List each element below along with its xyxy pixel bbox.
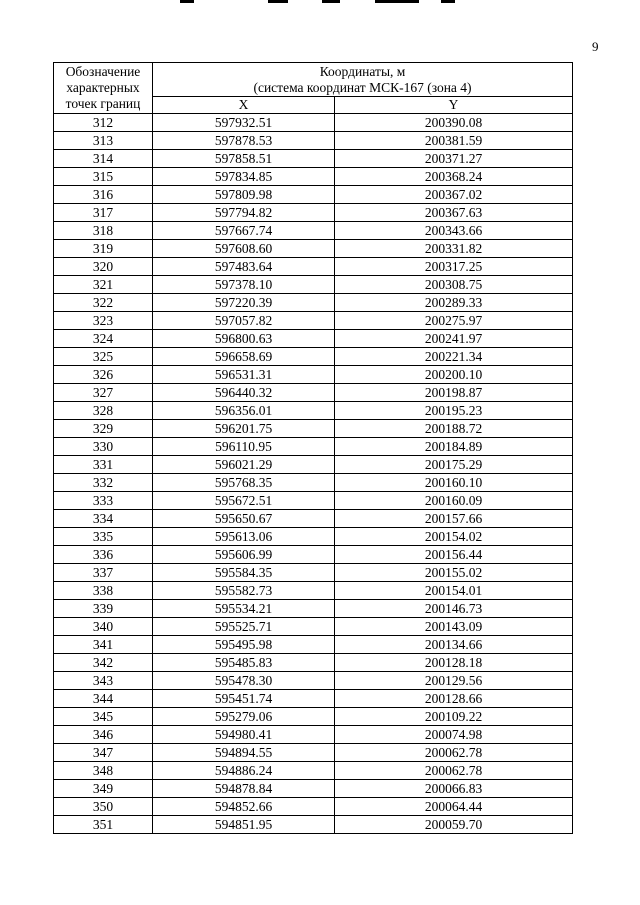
y-coordinate-cell: 200367.02 bbox=[335, 186, 573, 204]
point-number-cell: 341 bbox=[54, 636, 153, 654]
x-coordinate-cell: 596110.95 bbox=[153, 438, 335, 456]
scan-mark bbox=[375, 0, 419, 3]
point-number-cell: 321 bbox=[54, 276, 153, 294]
y-coordinate-cell: 200368.24 bbox=[335, 168, 573, 186]
table-row bbox=[54, 780, 573, 798]
table-row bbox=[54, 348, 573, 366]
table-row bbox=[54, 582, 573, 600]
table-row bbox=[54, 528, 573, 546]
y-coordinate-cell: 200198.87 bbox=[335, 384, 573, 402]
header-line: (система координат МСК-167 (зона 4) bbox=[253, 79, 472, 95]
x-coordinate-cell: 595534.21 bbox=[153, 600, 335, 618]
y-coordinate-cell: 200146.73 bbox=[335, 600, 573, 618]
y-coordinate-cell: 200109.22 bbox=[335, 708, 573, 726]
table-row bbox=[54, 150, 573, 168]
scan-mark bbox=[322, 0, 340, 3]
x-coordinate-cell: 594894.55 bbox=[153, 744, 335, 762]
y-coordinate-cell: 200241.97 bbox=[335, 330, 573, 348]
y-coordinate-cell: 200157.66 bbox=[335, 510, 573, 528]
point-designation-header bbox=[54, 63, 153, 114]
table-row bbox=[54, 276, 573, 294]
table-row bbox=[54, 258, 573, 276]
y-coordinate-cell: 200062.78 bbox=[335, 744, 573, 762]
point-number-cell: 337 bbox=[54, 564, 153, 582]
point-number-cell: 340 bbox=[54, 618, 153, 636]
table-row bbox=[54, 708, 573, 726]
point-number-cell: 323 bbox=[54, 312, 153, 330]
x-coordinate-cell: 595485.83 bbox=[153, 654, 335, 672]
y-coordinate-cell: 200143.09 bbox=[335, 618, 573, 636]
x-coordinate-cell: 595478.30 bbox=[153, 672, 335, 690]
y-coordinate-cell: 200154.01 bbox=[335, 582, 573, 600]
point-number-cell: 338 bbox=[54, 582, 153, 600]
x-coordinate-cell: 595525.71 bbox=[153, 618, 335, 636]
y-coordinate-cell: 200275.97 bbox=[335, 312, 573, 330]
point-number-cell: 330 bbox=[54, 438, 153, 456]
point-number-cell: 343 bbox=[54, 672, 153, 690]
table-row bbox=[54, 600, 573, 618]
table-row bbox=[54, 510, 573, 528]
x-coordinate-cell: 594878.84 bbox=[153, 780, 335, 798]
y-coordinate-cell: 200175.29 bbox=[335, 456, 573, 474]
y-coordinate-cell: 200160.10 bbox=[335, 474, 573, 492]
point-number-cell: 315 bbox=[54, 168, 153, 186]
x-coordinate-cell: 594980.41 bbox=[153, 726, 335, 744]
x-coordinate-cell: 597878.53 bbox=[153, 132, 335, 150]
y-coordinate-cell: 200066.83 bbox=[335, 780, 573, 798]
table-row bbox=[54, 438, 573, 456]
table-row bbox=[54, 762, 573, 780]
x-coordinate-cell: 597667.74 bbox=[153, 222, 335, 240]
point-number-cell: 348 bbox=[54, 762, 153, 780]
x-coordinate-cell: 596658.69 bbox=[153, 348, 335, 366]
y-coordinate-cell: 200221.34 bbox=[335, 348, 573, 366]
y-coordinate-cell: 200195.23 bbox=[335, 402, 573, 420]
x-coordinate-cell: 597858.51 bbox=[153, 150, 335, 168]
point-number-cell: 328 bbox=[54, 402, 153, 420]
table-row bbox=[54, 798, 573, 816]
table-row bbox=[54, 186, 573, 204]
y-coordinate-cell: 200317.25 bbox=[335, 258, 573, 276]
y-coordinate-cell: 200059.70 bbox=[335, 816, 573, 834]
point-number-cell: 312 bbox=[54, 114, 153, 132]
table-row bbox=[54, 168, 573, 186]
point-number-cell: 332 bbox=[54, 474, 153, 492]
y-coordinate-cell: 200128.66 bbox=[335, 690, 573, 708]
table-row bbox=[54, 384, 573, 402]
coordinates-header bbox=[153, 63, 573, 97]
x-coordinate-cell: 596021.29 bbox=[153, 456, 335, 474]
table-row bbox=[54, 816, 573, 834]
y-coordinate-cell: 200074.98 bbox=[335, 726, 573, 744]
y-coordinate-cell: 200184.89 bbox=[335, 438, 573, 456]
point-number-cell: 317 bbox=[54, 204, 153, 222]
point-number-cell: 351 bbox=[54, 816, 153, 834]
point-number-cell: 350 bbox=[54, 798, 153, 816]
point-number-cell: 334 bbox=[54, 510, 153, 528]
point-number-cell: 331 bbox=[54, 456, 153, 474]
x-coordinate-cell: 594886.24 bbox=[153, 762, 335, 780]
point-number-cell: 316 bbox=[54, 186, 153, 204]
table-row bbox=[54, 132, 573, 150]
y-coordinate-cell: 200154.02 bbox=[335, 528, 573, 546]
point-number-cell: 318 bbox=[54, 222, 153, 240]
table-row bbox=[54, 618, 573, 636]
x-coordinate-cell: 595672.51 bbox=[153, 492, 335, 510]
x-column-header: X bbox=[153, 97, 335, 114]
x-coordinate-cell: 596356.01 bbox=[153, 402, 335, 420]
point-number-cell: 344 bbox=[54, 690, 153, 708]
table-row bbox=[54, 402, 573, 420]
table-row bbox=[54, 672, 573, 690]
x-coordinate-cell: 597932.51 bbox=[153, 114, 335, 132]
x-coordinate-cell: 594851.95 bbox=[153, 816, 335, 834]
table-row bbox=[54, 204, 573, 222]
x-coordinate-cell: 596531.31 bbox=[153, 366, 335, 384]
coordinates-table bbox=[53, 62, 573, 834]
y-coordinate-cell: 200371.27 bbox=[335, 150, 573, 168]
table-row bbox=[54, 546, 573, 564]
y-coordinate-cell: 200289.33 bbox=[335, 294, 573, 312]
table-row bbox=[54, 564, 573, 582]
point-number-cell: 335 bbox=[54, 528, 153, 546]
point-number-cell: 347 bbox=[54, 744, 153, 762]
x-coordinate-cell: 597834.85 bbox=[153, 168, 335, 186]
y-coordinate-cell: 200308.75 bbox=[335, 276, 573, 294]
table-row bbox=[54, 744, 573, 762]
scan-mark bbox=[268, 0, 288, 3]
table-body bbox=[54, 114, 573, 834]
point-number-cell: 327 bbox=[54, 384, 153, 402]
x-coordinate-cell: 595584.35 bbox=[153, 564, 335, 582]
y-coordinate-cell: 200390.08 bbox=[335, 114, 573, 132]
y-column-header: Y bbox=[335, 97, 573, 114]
table-row bbox=[54, 330, 573, 348]
scan-mark bbox=[441, 0, 455, 3]
x-coordinate-cell: 596440.32 bbox=[153, 384, 335, 402]
point-number-cell: 313 bbox=[54, 132, 153, 150]
y-coordinate-cell: 200343.66 bbox=[335, 222, 573, 240]
x-coordinate-cell: 595279.06 bbox=[153, 708, 335, 726]
x-coordinate-cell: 597794.82 bbox=[153, 204, 335, 222]
x-coordinate-cell: 595582.73 bbox=[153, 582, 335, 600]
y-coordinate-cell: 200129.56 bbox=[335, 672, 573, 690]
x-coordinate-cell: 595495.98 bbox=[153, 636, 335, 654]
table-row bbox=[54, 114, 573, 132]
x-coordinate-cell: 597378.10 bbox=[153, 276, 335, 294]
y-coordinate-cell: 200331.82 bbox=[335, 240, 573, 258]
point-number-cell: 329 bbox=[54, 420, 153, 438]
y-coordinate-cell: 200188.72 bbox=[335, 420, 573, 438]
table-row bbox=[54, 456, 573, 474]
x-coordinate-cell: 595768.35 bbox=[153, 474, 335, 492]
y-coordinate-cell: 200367.63 bbox=[335, 204, 573, 222]
x-coordinate-cell: 597608.60 bbox=[153, 240, 335, 258]
x-coordinate-cell: 595613.06 bbox=[153, 528, 335, 546]
table-row bbox=[54, 690, 573, 708]
y-coordinate-cell: 200134.66 bbox=[335, 636, 573, 654]
table-row bbox=[54, 366, 573, 384]
x-coordinate-cell: 597057.82 bbox=[153, 312, 335, 330]
table-row bbox=[54, 636, 573, 654]
table-row bbox=[54, 240, 573, 258]
point-number-cell: 333 bbox=[54, 492, 153, 510]
x-coordinate-cell: 595451.74 bbox=[153, 690, 335, 708]
table-row bbox=[54, 474, 573, 492]
table-row bbox=[54, 312, 573, 330]
header-line: Координаты, м bbox=[319, 63, 406, 79]
point-number-cell: 346 bbox=[54, 726, 153, 744]
point-number-cell: 336 bbox=[54, 546, 153, 564]
y-coordinate-cell: 200156.44 bbox=[335, 546, 573, 564]
x-coordinate-cell: 595650.67 bbox=[153, 510, 335, 528]
y-coordinate-cell: 200064.44 bbox=[335, 798, 573, 816]
point-number-cell: 342 bbox=[54, 654, 153, 672]
table-row bbox=[54, 294, 573, 312]
point-number-cell: 319 bbox=[54, 240, 153, 258]
y-coordinate-cell: 200160.09 bbox=[335, 492, 573, 510]
x-coordinate-cell: 595606.99 bbox=[153, 546, 335, 564]
point-number-cell: 325 bbox=[54, 348, 153, 366]
table-row bbox=[54, 726, 573, 744]
y-coordinate-cell: 200155.02 bbox=[335, 564, 573, 582]
y-coordinate-cell: 200062.78 bbox=[335, 762, 573, 780]
table-row bbox=[54, 222, 573, 240]
x-coordinate-cell: 597220.39 bbox=[153, 294, 335, 312]
y-coordinate-cell: 200128.18 bbox=[335, 654, 573, 672]
point-number-cell: 324 bbox=[54, 330, 153, 348]
x-coordinate-cell: 596800.63 bbox=[153, 330, 335, 348]
point-number-cell: 314 bbox=[54, 150, 153, 168]
x-coordinate-cell: 594852.66 bbox=[153, 798, 335, 816]
point-number-cell: 349 bbox=[54, 780, 153, 798]
table-row bbox=[54, 420, 573, 438]
top-edge-marks bbox=[0, 0, 640, 6]
point-number-cell: 326 bbox=[54, 366, 153, 384]
y-coordinate-cell: 200381.59 bbox=[335, 132, 573, 150]
x-coordinate-cell: 596201.75 bbox=[153, 420, 335, 438]
page-number: 9 bbox=[592, 39, 599, 54]
point-number-cell: 339 bbox=[54, 600, 153, 618]
scan-mark bbox=[180, 0, 194, 3]
table-row bbox=[54, 492, 573, 510]
table-row bbox=[54, 654, 573, 672]
point-number-cell: 322 bbox=[54, 294, 153, 312]
x-coordinate-cell: 597483.64 bbox=[153, 258, 335, 276]
header-line: характерных bbox=[66, 80, 140, 95]
header-line: Обозначение bbox=[65, 64, 141, 79]
point-number-cell: 320 bbox=[54, 258, 153, 276]
y-coordinate-cell: 200200.10 bbox=[335, 366, 573, 384]
x-coordinate-cell: 597809.98 bbox=[153, 186, 335, 204]
header-line: точек границ bbox=[65, 96, 141, 111]
point-number-cell: 345 bbox=[54, 708, 153, 726]
